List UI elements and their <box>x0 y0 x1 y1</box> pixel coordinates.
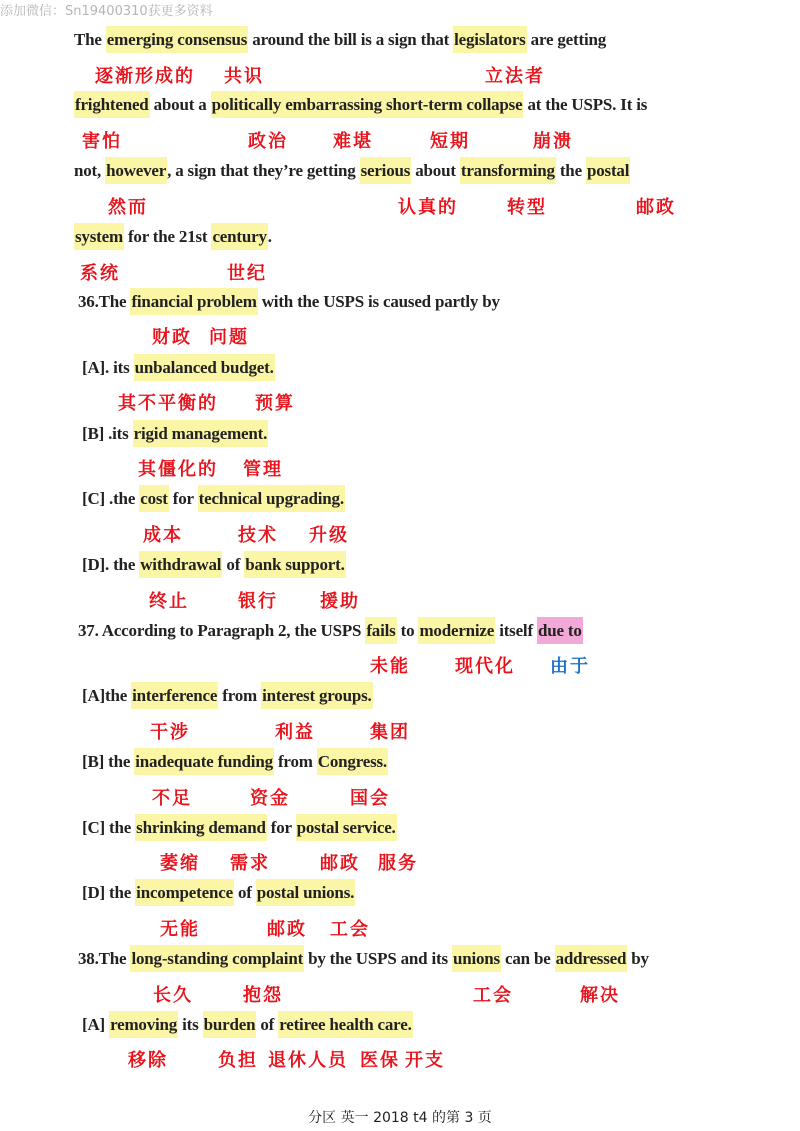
passage-line-3 <box>74 158 630 184</box>
text-run: from <box>218 686 262 705</box>
watermark-text: 添加微信：Sn19400310获更多资料 <box>0 4 213 19</box>
highlighted-phrase: legislators <box>453 26 526 53</box>
passage-line-2 <box>74 92 647 118</box>
highlighted-phrase: long-standing complaint <box>130 945 304 972</box>
q37-option-d <box>82 880 355 906</box>
handwritten-note: 终止 <box>149 591 189 612</box>
handwritten-note: 资金 <box>250 788 290 809</box>
handwritten-note: 干涉 <box>150 722 190 743</box>
handwritten-note: 工会 <box>473 985 513 1006</box>
handwritten-note: 服务 <box>378 853 418 874</box>
q36-option-c <box>82 486 345 512</box>
handwritten-note: 认真的 <box>398 197 458 218</box>
highlighted-phrase: rigid management. <box>133 420 269 447</box>
handwritten-note: 不足 <box>152 788 192 809</box>
q36-option-a <box>82 355 275 381</box>
highlighted-phrase: cost <box>139 485 169 512</box>
handwritten-note: 邮政 <box>320 853 360 874</box>
handwritten-note: 财政 <box>152 327 192 348</box>
highlighted-phrase: financial problem <box>130 288 257 315</box>
text-run: from <box>273 752 317 771</box>
highlighted-phrase: technical upgrading. <box>198 485 345 512</box>
text-run: [D] the <box>82 883 136 902</box>
handwritten-note: 害怕 <box>82 131 122 152</box>
handwritten-note: 管理 <box>243 459 283 480</box>
text-run: [B] .its <box>82 424 133 443</box>
highlighted-phrase: fails <box>365 617 396 644</box>
highlighted-phrase: removing <box>109 1011 178 1038</box>
text-run: can be <box>500 949 555 968</box>
text-run: 36.The <box>78 292 131 311</box>
highlighted-phrase: bank support. <box>244 551 345 578</box>
handwritten-note: 其僵化的 <box>138 459 218 480</box>
highlighted-phrase: due to <box>537 617 583 644</box>
passage-line-1 <box>74 27 606 53</box>
text-run: The <box>74 30 106 49</box>
handwritten-note: 短期 <box>430 131 470 152</box>
handwritten-note: 利益 <box>275 722 315 743</box>
handwritten-note: 移除 <box>128 1050 168 1071</box>
highlighted-phrase: frightened <box>74 91 150 118</box>
highlighted-phrase: emerging consensus <box>106 26 248 53</box>
handwritten-note: 长久 <box>153 985 193 1006</box>
text-run: [C] .the <box>82 489 140 508</box>
text-run: not, <box>74 161 106 180</box>
text-run: for the 21st <box>123 227 212 246</box>
highlighted-phrase: shrinking demand <box>135 814 267 841</box>
text-run: around the bill is a sign that <box>248 30 454 49</box>
handwritten-note: 未能 <box>370 656 410 677</box>
handwritten-note: 其不平衡的 <box>118 393 218 414</box>
highlighted-phrase: incompetence <box>135 879 234 906</box>
text-run: by <box>627 949 649 968</box>
highlighted-phrase: interest groups. <box>261 682 373 709</box>
highlighted-phrase: postal service. <box>296 814 397 841</box>
handwritten-note: 逐渐形成的 <box>95 66 195 87</box>
handwritten-note: 共识 <box>224 66 264 87</box>
handwritten-note: 退休人员 <box>268 1050 348 1071</box>
passage-line-4 <box>74 224 272 250</box>
highlighted-phrase: Congress. <box>317 748 388 775</box>
handwritten-note: 邮政 <box>267 919 307 940</box>
page-footer: 分区 英一 2018 t4 的第 3 页 <box>308 1110 492 1126</box>
text-run: , a sign that they’re getting <box>167 161 360 180</box>
handwritten-note: 抱怨 <box>243 985 283 1006</box>
text-run: [B] the <box>82 752 135 771</box>
handwritten-note: 萎缩 <box>160 853 200 874</box>
highlighted-phrase: interference <box>131 682 218 709</box>
handwritten-note: 难堪 <box>333 131 373 152</box>
text-run: 37. According to Paragraph 2, the USPS <box>78 621 366 640</box>
handwritten-note: 工会 <box>330 919 370 940</box>
handwritten-note: 国会 <box>350 788 390 809</box>
text-run: for <box>266 818 296 837</box>
handwritten-note: 崩溃 <box>533 131 573 152</box>
handwritten-note: 现代化 <box>455 656 515 677</box>
text-run: about a <box>149 95 211 114</box>
highlighted-phrase: postal <box>586 157 630 184</box>
handwritten-note: 政治 <box>248 131 288 152</box>
text-run: its <box>178 1015 203 1034</box>
handwritten-note: 世纪 <box>227 263 267 284</box>
handwritten-note: 援助 <box>320 591 360 612</box>
highlighted-phrase: politically embarrassing short-term collapse <box>211 91 524 118</box>
highlighted-phrase: modernize <box>418 617 495 644</box>
highlighted-phrase: serious <box>360 157 412 184</box>
highlighted-phrase: postal unions. <box>256 879 355 906</box>
text-run: by the USPS and its <box>304 949 452 968</box>
q36-option-b <box>82 421 268 447</box>
q38-stem <box>78 946 649 972</box>
q37-option-b <box>82 749 388 775</box>
handwritten-note: 解决 <box>580 985 620 1006</box>
text-run: [A]. its <box>82 358 134 377</box>
highlighted-phrase: inadequate funding <box>134 748 274 775</box>
text-run: [A]the <box>82 686 132 705</box>
handwritten-note: 技术 <box>238 525 278 546</box>
highlighted-phrase: system <box>74 223 124 250</box>
q36-stem <box>78 289 500 315</box>
highlighted-phrase: addressed <box>555 945 628 972</box>
q38-option-a <box>82 1012 413 1038</box>
text-run: 38.The <box>78 949 131 968</box>
handwritten-note: 集团 <box>370 722 410 743</box>
highlighted-phrase: retiree health care. <box>278 1011 412 1038</box>
handwritten-note: 无能 <box>160 919 200 940</box>
text-run: of <box>222 555 245 574</box>
text-run: at the USPS. It is <box>523 95 648 114</box>
handwritten-note: 医保 <box>360 1050 400 1071</box>
q37-option-a <box>82 683 373 709</box>
text-run: about <box>411 161 460 180</box>
highlighted-phrase: unions <box>452 945 501 972</box>
highlighted-phrase: transforming <box>460 157 556 184</box>
q37-option-c <box>82 815 397 841</box>
handwritten-note: 由于 <box>550 656 590 677</box>
text-run: to <box>396 621 419 640</box>
text-run: . <box>267 227 272 246</box>
text-run: of <box>233 883 256 902</box>
text-run: are getting <box>526 30 607 49</box>
q36-option-d <box>82 552 346 578</box>
highlighted-phrase: unbalanced budget. <box>134 354 275 381</box>
highlighted-phrase: however <box>105 157 167 184</box>
handwritten-note: 然而 <box>108 197 148 218</box>
handwritten-note: 邮政 <box>636 197 676 218</box>
highlighted-phrase: century <box>211 223 267 250</box>
text-run: the <box>555 161 586 180</box>
text-run: for <box>168 489 198 508</box>
q37-stem <box>78 618 583 644</box>
handwritten-note: 立法者 <box>485 66 545 87</box>
handwritten-note: 需求 <box>230 853 270 874</box>
highlighted-phrase: withdrawal <box>139 551 222 578</box>
text-run: of <box>256 1015 279 1034</box>
handwritten-note: 银行 <box>238 591 278 612</box>
text-run: with the USPS is caused partly by <box>257 292 500 311</box>
text-run: [A] <box>82 1015 110 1034</box>
handwritten-note: 问题 <box>209 327 249 348</box>
highlighted-phrase: burden <box>203 1011 257 1038</box>
text-run: [C] the <box>82 818 136 837</box>
handwritten-note: 系统 <box>80 263 120 284</box>
handwritten-note: 转型 <box>507 197 547 218</box>
handwritten-note: 负担 <box>218 1050 258 1071</box>
handwritten-note: 开支 <box>405 1050 445 1071</box>
handwritten-note: 成本 <box>143 525 183 546</box>
handwritten-note: 升级 <box>309 525 349 546</box>
text-run: itself <box>495 621 537 640</box>
text-run: [D]. the <box>82 555 140 574</box>
handwritten-note: 预算 <box>255 393 295 414</box>
